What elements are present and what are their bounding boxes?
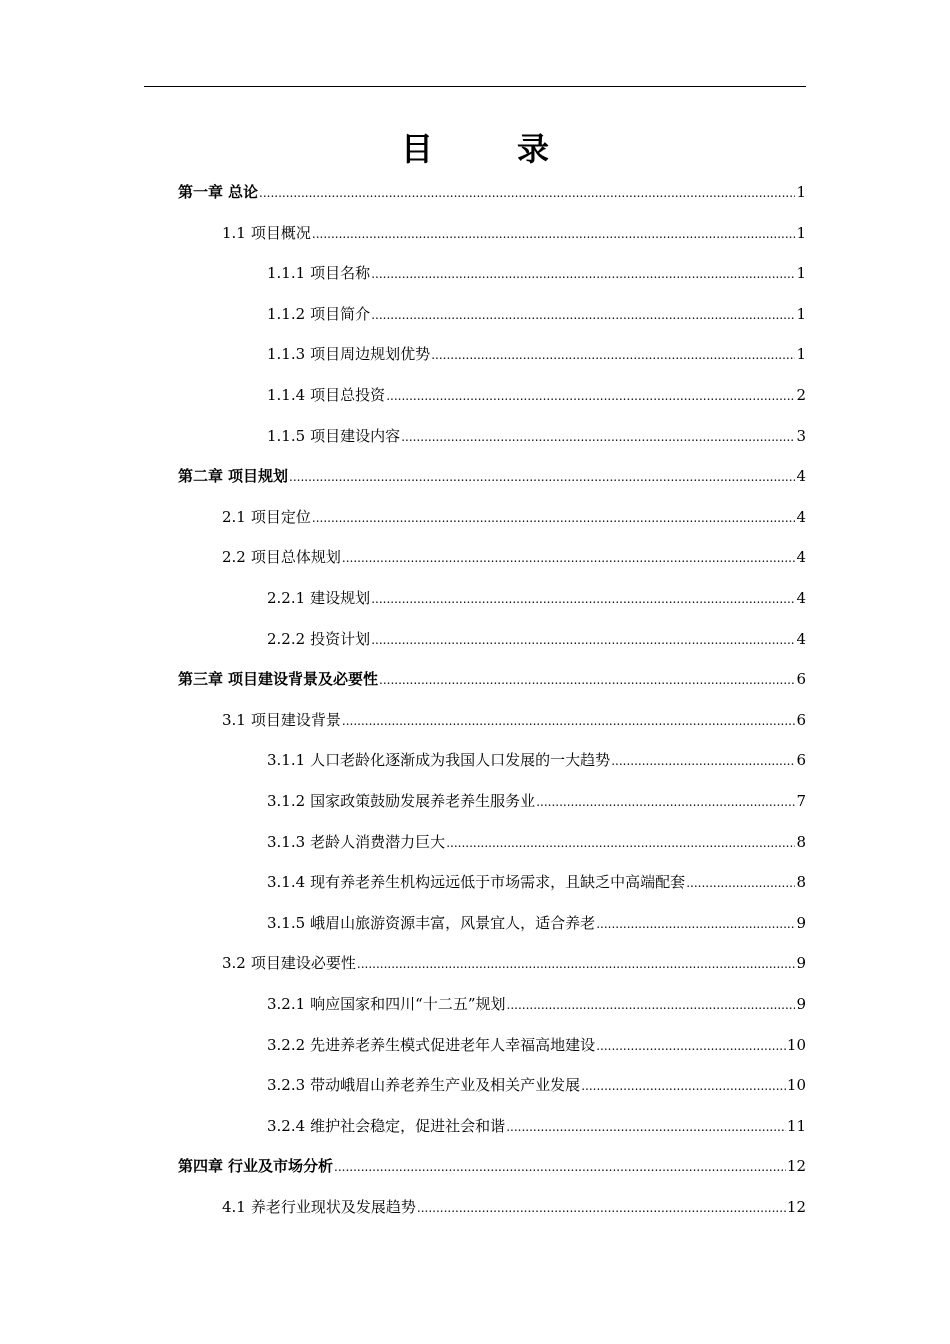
- dot-leader: [596, 1035, 786, 1056]
- toc-entry-number: 3.1.2: [267, 792, 306, 810]
- toc-entry-page-number: 10: [786, 1076, 806, 1095]
- toc-entry-page-number: 4: [796, 589, 806, 607]
- toc-entry[interactable]: [178, 669, 806, 690]
- toc-entry-page-number: 6: [796, 751, 806, 770]
- toc-entry-number: 2.1: [222, 507, 246, 526]
- toc-entry-title: 项目建设背景: [250, 710, 341, 729]
- toc-entry[interactable]: [222, 710, 806, 731]
- dot-leader: [342, 710, 796, 731]
- toc-entry[interactable]: [267, 913, 806, 934]
- toc-entry-title: 响应国家和四川“十二五”规划: [310, 995, 506, 1013]
- toc-entry[interactable]: [267, 629, 806, 650]
- toc-entry-page-number: 8: [796, 832, 806, 851]
- dot-leader: [686, 872, 795, 893]
- dot-leader: [611, 750, 795, 771]
- toc-entry-number: 4.1: [222, 1198, 246, 1216]
- toc-entry-page-number: 10: [786, 1035, 806, 1054]
- toc-entry-number: 2.2: [222, 548, 246, 567]
- toc-entry-title: 项目建设必要性: [250, 954, 356, 973]
- toc-entry-page-number: 8: [796, 873, 806, 892]
- toc-entry-title: 行业及市场分析: [228, 1157, 334, 1176]
- toc-entry-number: 1.1.5: [267, 426, 306, 445]
- toc-entry-title: 项目总体规划: [250, 548, 341, 567]
- dot-leader: [371, 263, 795, 284]
- toc-entry[interactable]: [222, 507, 806, 528]
- toc-entry-title: 峨眉山旅游资源丰富，风景宜人，适合养老: [310, 913, 596, 932]
- toc-entry[interactable]: [267, 304, 806, 325]
- toc-entry-page-number: 4: [796, 629, 806, 648]
- toc-entry-title: 养老行业现状及发展趋势: [250, 1198, 416, 1216]
- toc-entry-number: 2.2.1: [267, 589, 306, 607]
- toc-entry-number: 3.1.5: [267, 913, 306, 932]
- toc-entry-title: 现有养老养生机构远远低于市场需求，且缺乏中高端配套: [310, 873, 686, 892]
- dot-leader: [334, 1156, 786, 1177]
- toc-entry-title: 老龄人消费潜力巨大: [310, 832, 446, 851]
- dot-leader: [342, 547, 796, 568]
- toc-entry[interactable]: [267, 832, 806, 853]
- toc-entry[interactable]: [222, 953, 806, 974]
- toc-entry[interactable]: [267, 385, 806, 406]
- toc-entry-page-number: 6: [796, 710, 806, 729]
- toc-entry-title: 项目周边规划优势: [310, 345, 431, 364]
- toc-entry-page-number: 1: [796, 183, 806, 201]
- toc-entry[interactable]: [267, 426, 806, 447]
- toc-entry[interactable]: [267, 791, 806, 812]
- dot-leader: [259, 182, 795, 203]
- toc-entry-page-number: 1: [796, 304, 806, 323]
- dot-leader: [357, 953, 796, 974]
- toc-entry-number: 第四章: [178, 1157, 224, 1176]
- dot-leader: [371, 588, 795, 609]
- toc-entry-title: 带动峨眉山养老养生产业及相关产业发展: [310, 1076, 581, 1095]
- toc-entry[interactable]: [222, 547, 806, 568]
- toc-entry-page-number: 2: [796, 386, 806, 404]
- toc-entry-title: 项目概况: [250, 223, 311, 242]
- dot-leader: [386, 385, 795, 406]
- toc-entry-number: 第三章: [178, 670, 224, 689]
- toc-entry[interactable]: [267, 1116, 806, 1137]
- toc-entry-number: 1.1.1: [267, 264, 306, 283]
- header-rule: [144, 86, 806, 87]
- toc-entry-title: 项目规划: [228, 467, 289, 486]
- toc-entry-title: 项目定位: [250, 507, 311, 526]
- dot-leader: [417, 1197, 786, 1218]
- toc-entry-number: 3.2.1: [267, 995, 306, 1013]
- toc-entry-number: 3.2.2: [267, 1035, 306, 1054]
- toc-entry-page-number: 9: [796, 913, 806, 932]
- toc-entry[interactable]: [267, 1075, 806, 1096]
- toc-entry-number: 3.1: [222, 710, 246, 729]
- toc-entry[interactable]: [222, 223, 806, 244]
- toc-entry-page-number: 9: [796, 995, 806, 1013]
- toc-entry-title: 投资计划: [310, 629, 371, 648]
- dot-leader: [371, 304, 795, 325]
- toc-entry-page-number: 7: [796, 792, 806, 810]
- toc-entry[interactable]: [267, 263, 806, 284]
- toc-entry[interactable]: [267, 1035, 806, 1056]
- toc-entry-page-number: 1: [796, 345, 806, 364]
- dot-leader: [446, 832, 795, 853]
- toc-entry-title: 项目名称: [310, 264, 371, 283]
- toc-entry[interactable]: [267, 344, 806, 365]
- toc-entry-title: 项目总投资: [310, 386, 386, 404]
- toc-entry-title: 项目建设背景及必要性: [228, 670, 379, 689]
- toc-entry-page-number: 12: [786, 1157, 806, 1176]
- toc-entry-title: 国家政策鼓励发展养老养生服务业: [310, 792, 536, 810]
- dot-leader: [371, 629, 795, 650]
- toc-entry[interactable]: [222, 1197, 806, 1218]
- toc-entry[interactable]: [267, 872, 806, 893]
- toc-entry-number: 3.2.3: [267, 1076, 306, 1095]
- toc-entry-number: 第一章: [178, 183, 224, 201]
- dot-leader: [507, 994, 796, 1015]
- toc-entry[interactable]: [267, 588, 806, 609]
- toc-entry-title: 项目简介: [310, 304, 371, 323]
- dot-leader: [289, 466, 795, 487]
- toc-entry-title: 先进养老养生模式促进老年人幸福高地建设: [310, 1035, 596, 1054]
- toc-entry-number: 3.1.3: [267, 832, 306, 851]
- toc-entry-page-number: 3: [796, 426, 806, 445]
- toc-entry-page-number: 4: [796, 507, 806, 526]
- toc-entry[interactable]: [267, 750, 806, 771]
- toc-entry-page-number: 1: [796, 264, 806, 283]
- toc-entry-page-number: 1: [796, 223, 806, 242]
- dot-leader: [536, 791, 795, 812]
- toc-entry-number: 第二章: [178, 467, 224, 486]
- toc-entry-number: 3.1.1: [267, 751, 306, 770]
- toc-entry-title: 人口老龄化逐渐成为我国人口发展的一大趋势: [310, 751, 611, 770]
- toc-entry[interactable]: [267, 994, 806, 1015]
- dot-leader: [506, 1116, 786, 1137]
- toc-title: 目 录: [400, 130, 575, 168]
- toc-entry[interactable]: [178, 1156, 806, 1177]
- dot-leader: [401, 426, 795, 447]
- toc-entry-number: 3.2.4: [267, 1116, 306, 1135]
- dot-leader: [379, 669, 795, 690]
- toc-entry-title: 维护社会稳定，促进社会和谐: [310, 1116, 506, 1135]
- dot-leader: [312, 223, 796, 244]
- toc-entry-number: 1.1.3: [267, 345, 306, 364]
- toc-entry-page-number: 4: [796, 548, 806, 567]
- toc-entry-number: 2.2.2: [267, 629, 306, 648]
- toc-entry[interactable]: [178, 466, 806, 487]
- toc-entry[interactable]: [178, 182, 806, 203]
- dot-leader: [431, 344, 795, 365]
- toc-entry-number: 1.1.4: [267, 386, 306, 404]
- toc-entry-page-number: 12: [786, 1198, 806, 1216]
- dot-leader: [312, 507, 796, 528]
- toc-entry-number: 1.1.2: [267, 304, 306, 323]
- toc-entry-number: 3.1.4: [267, 873, 306, 892]
- toc-entry-page-number: 6: [796, 670, 806, 689]
- toc-entry-title: 建设规划: [310, 589, 371, 607]
- toc-entry-number: 3.2: [222, 954, 246, 973]
- toc-entry-page-number: 4: [796, 467, 806, 486]
- toc-entry-page-number: 9: [796, 954, 806, 973]
- toc-entry-number: 1.1: [222, 223, 246, 242]
- dot-leader: [581, 1075, 786, 1096]
- toc-entry-page-number: 11: [786, 1116, 806, 1135]
- toc-entry-title: 总论: [228, 183, 259, 201]
- toc-entry-title: 项目建设内容: [310, 426, 401, 445]
- dot-leader: [596, 913, 795, 934]
